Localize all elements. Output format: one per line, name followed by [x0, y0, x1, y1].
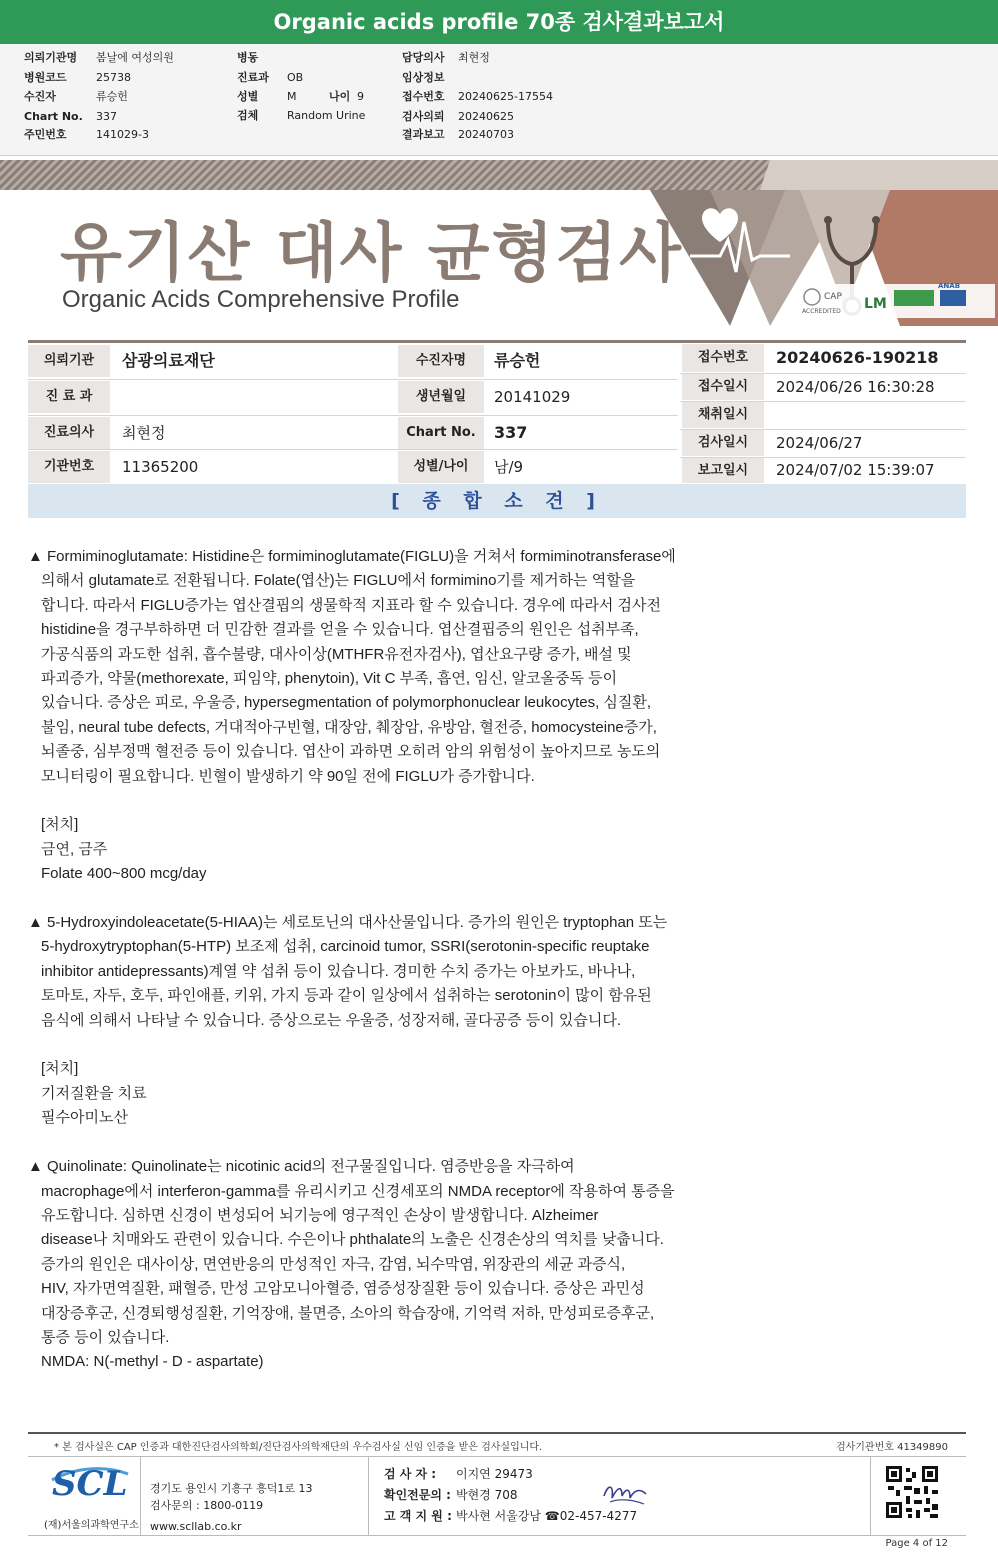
meta-value: M — [287, 90, 297, 103]
reg-date-label: 접수일시 — [682, 374, 764, 400]
section-paragraph — [28, 545, 958, 789]
text-line: NMDA: N(-methyl - D - aspartate) — [41, 1353, 264, 1371]
text-line: macrophage에서 interferon-gamma를 유리시키고 신경세포의 NMDA receptor에 작용하여 통증을 — [41, 1182, 675, 1200]
age-label: 나이 — [329, 90, 351, 103]
meta-label: Chart No. — [24, 110, 83, 123]
meta-value: 20240703 — [458, 128, 514, 141]
report-date-value: 2024/07/02 15:39:07 — [776, 461, 935, 479]
dept-label: 진 료 과 — [28, 381, 110, 413]
test-date-value: 2024/06/27 — [776, 434, 863, 452]
chart-label: Chart No. — [398, 417, 484, 449]
meta-label: 담당의사 — [402, 51, 445, 64]
text-line: 불임, neural tube defects, 거대적아구빈혈, 대장암, 췌장암, 유방암, 혈전증, homocysteine증가, — [41, 718, 657, 736]
meta-value: 봄날에 여성의원 — [96, 51, 174, 64]
meta-label: 의뢰기관명 — [24, 51, 78, 64]
tester-label: 검 사 자 : — [384, 1467, 437, 1481]
treatment-line: 금연, 금주 — [41, 840, 108, 858]
collect-value — [768, 402, 966, 428]
doctor-label: 진료의사 — [28, 417, 110, 449]
text-line: 토마토, 자두, 호두, 파인애플, 키위, 가지 등과 같이 일상에서 섭취하는 serotonin이 많이 함유된 — [41, 987, 652, 1005]
dept-value — [114, 381, 394, 413]
text-line: 증가의 원인은 대사이상, 면연반응의 만성적인 자극, 감염, 뇌수막염, 위장관의 세균 과증식, — [41, 1255, 626, 1273]
treatment-block — [28, 1057, 958, 1130]
name-value: 류승헌 — [494, 351, 541, 370]
report-header — [0, 0, 998, 156]
meta-label: 검체 — [237, 109, 259, 122]
lab-website: www.scllab.co.kr — [150, 1520, 242, 1533]
age-value: 9 — [357, 90, 364, 103]
text-line: 합니다. 따라서 FIGLU증가는 엽산결핍의 생물학적 지표라 할 수 있습니다. 경우에 따라서 검사전 — [41, 596, 661, 614]
text-line: disease나 치매와도 관련이 있습니다. 수은이나 phthalate의 노출은 신경손상의 역치를 낮춥니다. — [41, 1231, 664, 1249]
meta-label: 수진자 — [24, 90, 56, 103]
patient-info-table — [28, 340, 966, 480]
text-line: HIV, 자가면역질환, 패혈증, 만성 고암모니아혈증, 염증성장질환 등이 있습니다. 증상은 과민성 — [41, 1280, 645, 1298]
collect-label: 채취일시 — [682, 402, 764, 428]
signature-icon — [600, 1478, 652, 1508]
anab-logo: ANAB — [938, 282, 961, 290]
meta-value: 337 — [96, 110, 117, 123]
treatment-line: 필수아미노산 — [41, 1109, 128, 1127]
meta-value: 25738 — [96, 71, 131, 84]
report-date-label: 보고일시 — [682, 458, 764, 483]
text-line: inhibitor antidepressants)계열 약 섭취 등이 있습니다. 경미한 수치 증가는 아보카도, 바나나, — [41, 962, 636, 980]
meta-value: OB — [287, 71, 304, 84]
text-line: ▲ 5-Hydroxyindoleacetate(5-HIAA)는 세로토닌의 대사산물입니다. 증가의 원인은 tryptophan 또는 — [28, 914, 668, 932]
meta-label: 주민번호 — [24, 128, 67, 141]
section-paragraph — [28, 911, 958, 1033]
report-title: Organic acids profile 70종 검사결과보고서 — [0, 0, 998, 44]
text-line: 통증 등이 있습니다. — [41, 1328, 170, 1346]
text-line: 5-hydroxytryptophan(5-HTP) 보조제 섭취, carcinoid tumor, SSRI(serotonin-specific reuptake — [41, 938, 650, 956]
qr-code-icon — [884, 1464, 940, 1520]
inst-no-label: 기관번호 — [28, 451, 110, 483]
inst-no-value: 11365200 — [122, 458, 199, 476]
name-label: 수진자명 — [398, 345, 484, 377]
certification-note: * 본 검사실은 CAP 인증과 대한진단검사의학회/진단검사의학재단의 우수검사실 신임 인증을 받은 검사실입니다. — [54, 1442, 543, 1453]
section-formiminoglutamate — [28, 545, 958, 887]
text-line: 대장증후군, 신경퇴행성질환, 기억장애, 불면증, 소아의 학습장애, 기억력 저하, 만성피로증후군, — [41, 1304, 655, 1322]
birth-value: 20141029 — [494, 388, 571, 406]
reg-date-value: 2024/06/26 16:30:28 — [776, 378, 935, 396]
text-line: 파괴증가, 약물(methorexate, 피임약, phenytoin), Vit C 부족, 흡연, 임신, 알코올중독 등이 — [41, 670, 618, 688]
meta-value: 류승헌 — [96, 90, 128, 103]
meta-value: Random Urine — [287, 109, 366, 122]
summary-title: [ 종 합 소 견 ] — [28, 484, 966, 518]
birth-label: 생년월일 — [398, 381, 484, 413]
section-quinolinate — [28, 1155, 958, 1375]
treatment-line: Folate 400~800 mcg/day — [41, 865, 207, 883]
text-line: ▲ Formiminoglutamate: Histidine은 formiminoglutamate(FIGLU)을 거쳐서 formiminotransferase에 — [28, 548, 676, 565]
support-label: 고 객 지 원 : — [384, 1509, 452, 1523]
meta-label: 결과보고 — [402, 128, 445, 141]
meta-label: 병원코드 — [24, 71, 67, 84]
page-heading-korean: 유기산 대사 균형검사 — [60, 217, 683, 291]
chart-value: 337 — [494, 423, 528, 442]
support-value: 박사현 서울강남 ☎02-457-4277 — [456, 1509, 638, 1523]
specialist-label: 확인전문의 : — [384, 1488, 451, 1502]
cap-logo: CAP — [824, 292, 842, 302]
specialist-value: 박현경 708 — [456, 1488, 518, 1502]
meta-label: 성별 — [237, 90, 259, 103]
cap-sub: ACCREDITED — [802, 308, 841, 315]
treatment-line: [처치] — [41, 816, 79, 834]
treatment-line: 기저질환을 치료 — [41, 1084, 147, 1102]
treatment-block — [28, 813, 958, 886]
meta-label: 임상정보 — [402, 71, 445, 84]
section-paragraph — [28, 1155, 958, 1375]
meta-value: 20240625 — [458, 110, 514, 123]
meta-label: 검사의뢰 — [402, 110, 445, 123]
text-line: ▲ Quinolinate: Quinolinate는 nicotinic acid의 전구물질입니다. 염증반응을 자극하여 — [28, 1158, 575, 1176]
text-line: 있습니다. 증상은 피로, 우울증, hypersegmentation of polymorphonuclear leukocytes, 심질환, — [41, 694, 652, 712]
lab-number: 검사기관번호 41349890 — [835, 1442, 948, 1453]
text-line: 음식에 의해서 나타날 수 있습니다. 증상으로는 우울증, 성장저해, 골다공증 등이 있습니다. — [41, 1011, 621, 1029]
meta-value: 20240625-17554 — [458, 90, 553, 103]
text-line: 뇌졸중, 심부정맥 혈전증 등이 있습니다. 엽산이 과하면 오히려 암의 위험성이 높아지므로 농도의 — [41, 743, 661, 761]
institution-label: 의뢰기관 — [28, 345, 110, 377]
tester-value: 이지연 29473 — [456, 1467, 533, 1481]
lab-inquiry: 검사문의 : 1800-0119 — [150, 1499, 264, 1512]
text-line: 의해서 glutamate로 전환됩니다. Folate(엽산)는 FIGLU에서 formimino기를 제거하는 역할을 — [41, 572, 636, 590]
meta-label: 병동 — [237, 51, 259, 64]
institution-value: 삼광의료재단 — [122, 351, 215, 370]
text-line: 유도합니다. 심하면 신경이 변성되어 뇌기능에 영구적인 손상이 발생합니다. Alzheimer — [41, 1206, 599, 1224]
lm-logo: LM — [864, 296, 887, 312]
lab-address: 경기도 용인시 기흥구 흥덕1로 13 — [150, 1482, 313, 1495]
reg-no-label: 접수번호 — [682, 344, 764, 372]
page-heading-english: Organic Acids Comprehensive Profile — [62, 286, 460, 313]
meta-label: 진료과 — [237, 71, 269, 84]
reg-no-value: 20240626-190218 — [776, 348, 939, 367]
doctor-value: 최현정 — [122, 424, 166, 442]
section-5-hiaa — [28, 911, 958, 1131]
text-line: 가공식품의 과도한 섭취, 흡수불량, 대사이상(MTHFR유전자검사), 엽산요구량 증가, 배설 및 — [41, 645, 632, 663]
sex-age-value: 남/9 — [494, 458, 524, 476]
text-line: histidine을 경구부하하면 더 민감한 결과를 얻을 수 있습니다. 엽산결핍증의 원인은 섭취부족, — [41, 621, 639, 639]
meta-value: 최현정 — [458, 51, 490, 64]
meta-value: 141029-3 — [96, 128, 149, 141]
meta-label: 접수번호 — [402, 90, 445, 103]
report-footer — [28, 1432, 966, 1552]
summary-body — [28, 545, 958, 1399]
organization-name: (재)서울의과학연구소 — [44, 1520, 139, 1531]
heart-stethoscope-graphic — [650, 160, 998, 326]
page-number: Page 4 of 12 — [885, 1538, 948, 1549]
scl-logo: SCL — [52, 1464, 128, 1504]
treatment-line: [처치] — [41, 1060, 79, 1078]
sex-age-label: 성별/나이 — [398, 451, 484, 483]
test-date-label: 검사일시 — [682, 430, 764, 456]
text-line: 모니터링이 필요합니다. 빈혈이 발생하기 약 90일 전에 FIGLU가 증가합니다. — [41, 767, 535, 785]
lab-address-block — [150, 1480, 313, 1535]
